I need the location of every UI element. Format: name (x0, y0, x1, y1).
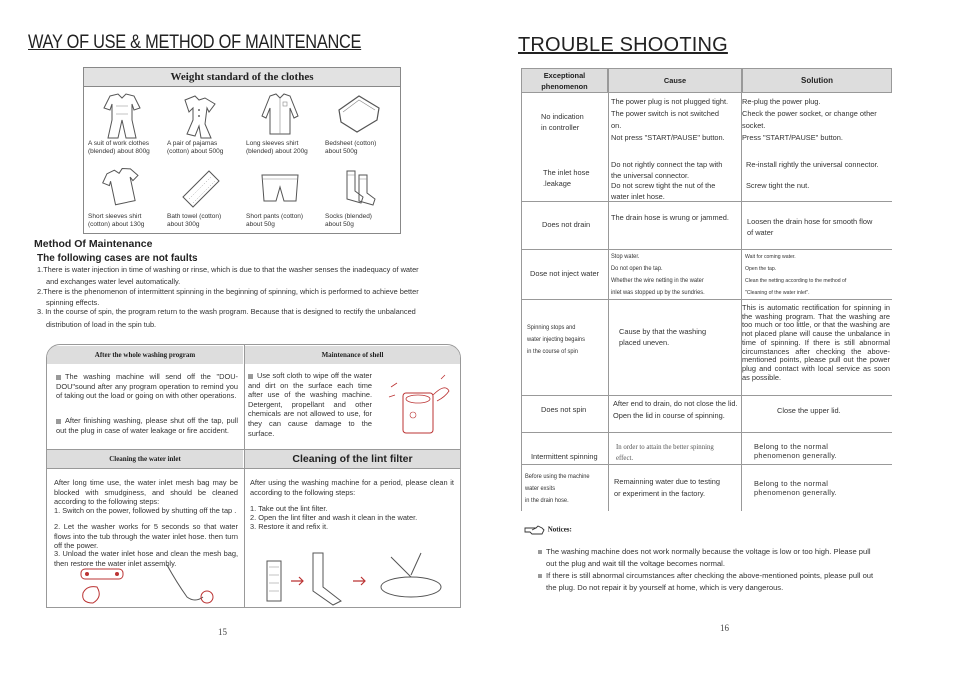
pajamas-icon (175, 90, 227, 142)
work-clothes-icon (96, 90, 148, 142)
short-sleeve-shirt-icon (96, 163, 148, 215)
case-2-line-1: 2.There is the phenomenon of intermittent spinning in the beginning of spinning, which is performed to achieve better (37, 287, 419, 296)
case-2-line-2: spinning effects. (46, 298, 100, 307)
trouble-shooting-table (521, 68, 892, 511)
cases-heading: The following cases are not faults (37, 253, 198, 264)
after-wash-header: After the whole washing program (47, 346, 243, 364)
row-2-cause: Do not rightly connect the tap with the universal connector. Do not screw tight the nut of the water inlet hose. (611, 160, 723, 201)
bullet-square-icon (248, 374, 253, 379)
lint-step-3: 3. Restore it and refix it. (250, 522, 329, 531)
row-6-cause: After end to drain, do not close the lid. Open the lid in course of spinning. (613, 399, 738, 420)
lint-step-2: 2. Open the lint filter and wash it clean in the water. (250, 513, 418, 522)
weight-item-long-sleeve-shirt (242, 86, 321, 159)
bullet-square-icon (538, 574, 542, 578)
row-5-solution: This is automatic rectification for spinning in the washing program. That the washing are too much or too little, or that the washing are not placed plane will cause the unbalance in time of spinning. If there is still abnormal circumstances after checking the above-mentioned points, please pull out the power plug and contact with local service as soon as possible. (742, 303, 890, 382)
wiping-machine-illustration-icon (383, 373, 455, 443)
inlet-step-1: 1. Switch on the power, followed by shutting off the tap . (54, 506, 237, 515)
header-solution: Solution (742, 68, 892, 93)
socks-icon (333, 163, 385, 215)
row-4-cause: Stop water. Do not open the tap. Whether the wire netting in the water inlet was stopped up by the sundries. (611, 253, 705, 296)
bullet-square-icon (56, 375, 61, 380)
weight-item-bedsheet (321, 86, 400, 159)
inlet-header: Cleaning the water inlet (47, 450, 243, 468)
shell-note: Use soft cloth to wipe off the water and dirt on the surface each time after use of the washing machine. Detergent, propellant and other chemicals are not allowed to use, for they can cause damage to the surface. (248, 371, 372, 438)
short-pants-icon (254, 163, 306, 215)
maintenance-box (46, 344, 461, 608)
weight-item-label: Bath towel (cotton) about 300g (167, 213, 222, 228)
notice-2-line-2: the plug. Do not repair it by yourself at home, which is very dangerous. (546, 583, 784, 592)
header-exceptional-phenomenon: Exceptional phenomenon (521, 68, 608, 93)
inlet-step-2: 2. Let the washer works for 5 seconds so that water flows into the tub through the water inlet hose. then turn off the power. (54, 522, 238, 551)
lint-step-1: 1. Take out the lint filter. (250, 504, 328, 513)
case-1-line-2: and exchanges water level automatically. (46, 277, 181, 286)
bedsheet-icon (333, 90, 385, 142)
after-wash-note-1: The washing machine will send off the "DOU-DOU"sound after any program operation to remind you of taking out the load or going on with other operations. (56, 372, 238, 401)
after-wash-note-2: After finishing washing, please shut off the tap, pull out the plug in case of water leakage or fire accident. (56, 416, 238, 435)
header-cause: Cause (608, 68, 742, 93)
water-inlet-illustration-icon (67, 563, 217, 607)
shell-header: Maintenance of shell (245, 346, 460, 364)
row-7-phenomenon: Intermittent spinning (531, 452, 598, 461)
weight-item-label: Socks (blended) about 50g (325, 213, 372, 228)
row-2-solution: Re-install rightly the universal connector. Screw tight the nut. (746, 160, 879, 190)
weight-item-short-pants (242, 159, 321, 232)
row-7-solution: Belong to the normal phenomenon generally. (754, 442, 837, 460)
lint-filter-illustration-icon (261, 547, 456, 607)
row-1-phenomenon: No indication in controller (541, 112, 584, 132)
weight-item-work-clothes (84, 86, 163, 159)
right-page-title: TROUBLE SHOOTING (518, 34, 728, 56)
weight-item-label: Bedsheet (cotton) about 500g (325, 140, 377, 155)
weight-item-pajamas (163, 86, 242, 159)
page-number-right: 16 (720, 623, 729, 633)
case-3-line-2: distribution of load in the spin tub. (46, 320, 157, 329)
weight-item-label: Short pants (cotton) about 50g (246, 213, 304, 228)
pointing-hand-icon (524, 524, 546, 536)
row-3-solution: Loosen the drain hose for smooth flow of water (747, 217, 873, 237)
bath-towel-icon (175, 163, 227, 215)
row-6-solution: Close the upper lid. (777, 406, 841, 415)
left-page-title: WAY OF USE & METHOD OF MAINTENANCE (28, 32, 362, 53)
method-heading: Method Of Maintenance (34, 238, 153, 250)
weight-item-label: A suit of work clothes (blended) about 800g (88, 140, 150, 155)
inlet-intro: After long time use, the water inlet mesh bag may be blocked with smudginess, and should be cleaned according to the following steps: (54, 478, 238, 507)
weight-standard-table (83, 67, 401, 234)
row-1-cause: The power plug is not plugged tight. The power switch is not switched on. Not press "START/PAUSE" button. (611, 97, 729, 142)
row-4-phenomenon: Dose not inject water (530, 269, 600, 278)
notice-1-line-2: out the plug and wait till the voltage becomes normal. (546, 559, 725, 568)
weight-item-short-sleeve-shirt (84, 159, 163, 232)
row-3-cause: The drain hose is wrung or jammed. (611, 213, 729, 222)
notice-1-line-1: The washing machine does not work normally because the voltage is low or too high. Please pull (538, 546, 871, 558)
bullet-square-icon (538, 550, 542, 554)
case-3-line-1: 3. In the course of spin, the program return to the wash program. Because that is designed to rectify the unbalanced (37, 307, 416, 316)
row-2-phenomenon: The inlet hose .leakage (543, 168, 590, 188)
row-4-solution: Wait for coming water. Open the tap. Clean the netting according to the method of "Cleaning of the water inlet". (745, 254, 847, 296)
weight-table-header: Weight standard of the clothes (84, 68, 400, 87)
lint-intro: After using the washing machine for a period, please clean it according to the following steps: (250, 478, 454, 497)
row-3-phenomenon: Does not drain (542, 220, 591, 229)
bullet-square-icon (56, 419, 61, 424)
row-5-phenomenon: Spinning stops and water injecting begains in the course of spin (527, 324, 585, 355)
row-6-phenomenon: Does not spin (541, 405, 587, 414)
row-7-cause: In order to attain the better spinning effect. (616, 444, 714, 462)
row-5-cause: Cause by that the washing placed uneven. (619, 327, 707, 347)
row-8-solution: Belong to the normal phenomenon generally. (754, 479, 837, 497)
weight-item-bath-towel (163, 159, 242, 232)
lint-header: Cleaning of the lint filter (245, 450, 460, 468)
inlet-step-3: 3. Unload the water inlet hose and clean the mesh bag, then restore the water inlet assembly. (54, 549, 238, 568)
weight-item-label: Short sleeves shirt (cotton) about 130g (88, 213, 145, 228)
page-number-left: 15 (218, 627, 227, 637)
notice-2-line-1: If there is still abnormal circumstances after checking the above-mentioned points, please pull out (538, 570, 873, 582)
row-8-cause: Remainning water due to testing or experiment in the factory. (614, 477, 720, 498)
weight-item-socks (321, 159, 400, 232)
row-8-phenomenon: Before using the machine water exsits in the drain hose. (525, 473, 590, 504)
weight-item-label: Long sleeves shirt (blended) about 200g (246, 140, 308, 155)
row-1-solution: Re-plug the power plug. Check the power socket, or change other socket. Press "START/PAUSE" button. (742, 97, 877, 142)
long-sleeve-shirt-icon (254, 90, 306, 142)
weight-item-label: A pair of pajamas (cotton) about 500g (167, 140, 224, 155)
case-1-line-1: 1.There is water injection in time of washing or rinse, which is due to that the washer senses the inadequacy of water (37, 265, 419, 274)
notices-heading: Notices: (524, 524, 572, 536)
